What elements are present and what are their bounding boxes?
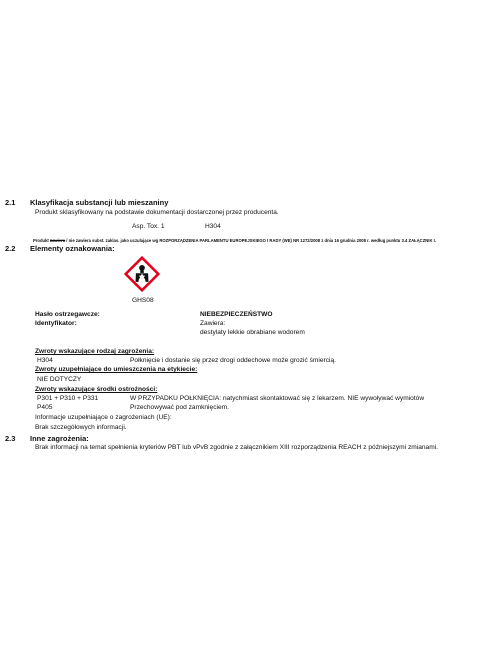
section-number: 2.3: [5, 434, 16, 443]
supplemental-statements-value: NIE DOTYCZY: [37, 376, 82, 383]
hazard-statement-code: H304: [37, 357, 53, 364]
health-hazard-icon: [124, 256, 160, 292]
hazard-statement-text: Połknięcie i dostanie się przez drogi oddechowe może grozić śmiercią.: [130, 357, 336, 364]
other-hazards-text: Brak informacji na temat spełnienia kryteriów PBT lub vPvB zgodnie z załącznikiem XIII rozporządzenia REACH z późniejszymi zmianami.: [35, 444, 438, 451]
identifier-line-1: Zawiera:: [200, 320, 226, 327]
section-heading: Elementy oznakowania:: [30, 244, 115, 253]
precautionary-statement-code: P405: [37, 404, 53, 411]
sensitizer-footnote: [33, 238, 436, 243]
signal-word-label: Hasło ostrzegawcze:: [35, 311, 100, 318]
eu-info-label: Informacje uzupełniające o zagrożeniach (UE):: [35, 414, 172, 421]
identifier-label: Identyfikator:: [35, 320, 77, 327]
section-heading: Klasyfikacja substancji lub mieszaniny: [30, 198, 169, 207]
section-number: 2.1: [5, 198, 16, 207]
section-heading: Inne zagrożenia:: [30, 434, 89, 443]
footnote-struck-word: zawiera: [49, 238, 66, 243]
precautionary-statement-text: Przechowywać pod zamknięciem.: [130, 404, 229, 411]
pictogram-code: GHS08: [132, 297, 154, 304]
classification-statement: Produkt sklasyfikowany na podstawie dokumentacji dostarczonej przez producenta.: [35, 209, 279, 216]
signal-word: NIEBEZPIECZEŃSTWO: [200, 311, 273, 318]
footnote-regulation: ROZPORZĄDZENIA PARLAMENTU EUROPEJSKIEGO I RADY (WE) NR 1272/2008 z dnia 16 grudnia 2008 r. według punktu 3.4 ZAŁĄCZNIK I.: [159, 238, 436, 243]
classification-category: Asp. Tox. 1: [132, 223, 165, 230]
section-number: 2.2: [5, 244, 16, 253]
footnote-text: / nie zawiera subst. zaklas. jako uczulające wg: [65, 238, 160, 243]
classification-hazard-code: H304: [205, 223, 221, 230]
identifier-line-2: destylaty lekkie obrabiane wodorem: [200, 329, 305, 336]
hazard-statements-title: Zwroty wskazujące rodzaj zagrożenia:: [35, 348, 155, 355]
precautionary-statements-title: Zwroty wskazujące środki ostrożności:: [35, 386, 158, 393]
eu-info-value: Brak szczegółowych informacji.: [35, 424, 127, 431]
precautionary-statement-code: P301 + P310 + P331: [37, 395, 99, 402]
precautionary-statement-text: W PRZYPADKU POŁKNIĘCIA: natychmiast skontaktować się z lekarzem. NIE wywoływać wymiotów: [130, 395, 425, 402]
supplemental-statements-title: Zwroty uzupełniające do umieszczenia na etykiecie:: [35, 366, 198, 373]
footnote-product: Produkt: [33, 238, 50, 243]
